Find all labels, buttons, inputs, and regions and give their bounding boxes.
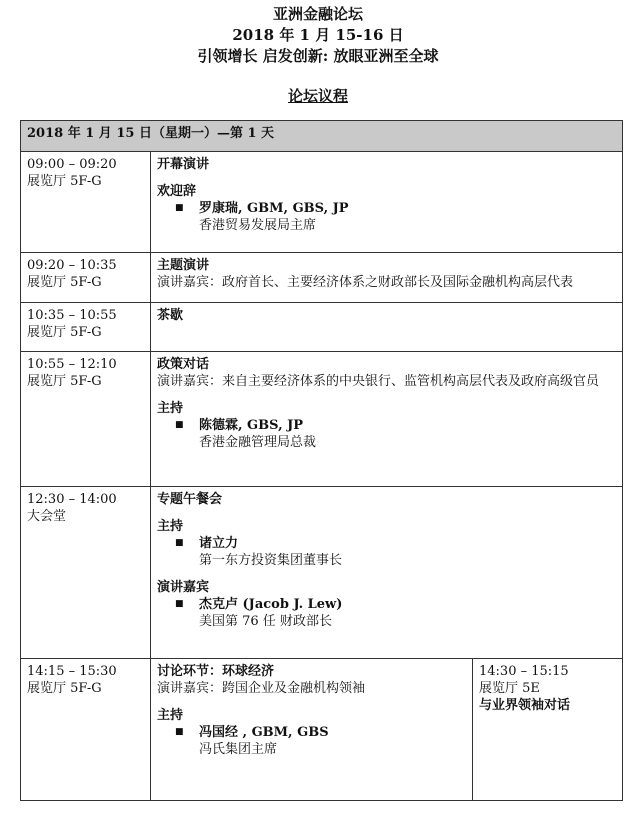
session-time-cell: [21, 303, 151, 352]
session-description: 演讲嘉宾：来自主要经济体系的中央银行、监管机构高层代表及政府高级官员: [157, 374, 600, 389]
session-time: 09:00 – 09:20: [27, 157, 117, 172]
document-header: [0, 4, 636, 106]
session-title: 茶歇: [157, 308, 184, 323]
bullet-icon: ■: [175, 727, 184, 737]
session-time: 12:30 – 14:00: [27, 492, 117, 507]
session-subtitle: 欢迎辞: [157, 184, 197, 199]
session-time-cell: [21, 659, 151, 801]
agenda-heading: 论坛议程: [287, 87, 348, 105]
speaker-name: 冯国经 , GBM, GBS: [199, 725, 329, 740]
session-row: [21, 487, 623, 659]
day-header-row: [21, 121, 623, 152]
session-row: [21, 352, 623, 487]
session-detail-cell: [151, 487, 623, 659]
session-subtitle: 演讲嘉宾: [157, 580, 210, 595]
session-venue: 大会堂: [27, 509, 67, 524]
session-subtitle: 主持: [157, 519, 184, 534]
session-venue: 展览厅 5F-G: [27, 325, 102, 340]
speaker-name: 诸立力: [199, 536, 239, 551]
session-title: 政策对话: [157, 357, 210, 372]
session-title: 开幕演讲: [157, 157, 210, 172]
session-time-cell: [21, 352, 151, 487]
session-title: 主题演讲: [157, 258, 210, 273]
speaker-role: 美国第 76 任 财政部长: [199, 614, 332, 629]
session-description: 演讲嘉宾：政府首长、主要经济体系之财政部长及国际金融机构高层代表: [157, 275, 574, 290]
bullet-icon: ■: [175, 599, 184, 609]
speaker-item: [175, 535, 616, 569]
session-venue: 展览厅 5F-G: [27, 681, 102, 696]
session-detail-cell: [151, 152, 623, 253]
speaker-item: [175, 596, 616, 630]
speaker-role: 香港金融管理局总裁: [199, 435, 317, 450]
speaker-role: 香港贸易发展局主席: [199, 218, 317, 233]
session-row: [21, 152, 623, 253]
bullet-icon: ■: [175, 538, 184, 548]
agenda-table: [20, 120, 623, 801]
session-time: 10:55 – 12:10: [27, 357, 117, 372]
speaker-name: 罗康瑞, GBM, GBS, JP: [199, 201, 349, 216]
session-detail-cell: [151, 253, 623, 303]
session-time: 10:35 – 10:55: [27, 308, 117, 323]
forum-date: 2018 年 1 月 15-16 日: [232, 26, 404, 44]
parallel-session-time: 14:30 – 15:15: [479, 664, 569, 679]
session-title: 讨论环节：环球经济: [157, 664, 275, 679]
session-row: [21, 659, 623, 801]
bullet-icon: ■: [175, 203, 184, 213]
speaker-name: 陈德霖, GBS, JP: [199, 418, 304, 433]
session-venue: 展览厅 5F-G: [27, 374, 102, 389]
session-detail-cell: [151, 352, 623, 487]
session-time: 09:20 – 10:35: [27, 258, 117, 273]
session-time-cell: [21, 152, 151, 253]
parallel-session-venue: 展览厅 5E: [479, 681, 540, 696]
session-time: 14:15 – 15:30: [27, 664, 117, 679]
session-venue: 展览厅 5F-G: [27, 174, 102, 189]
bullet-icon: ■: [175, 420, 184, 430]
session-venue: 展览厅 5F-G: [27, 275, 102, 290]
speaker-name: 杰克卢 (Jacob J. Lew): [199, 597, 343, 612]
session-time-cell: [21, 253, 151, 303]
parallel-session-cell: [473, 659, 623, 801]
session-subtitle: 主持: [157, 708, 184, 723]
forum-title: 亚洲金融论坛: [272, 5, 363, 23]
speaker-role: 冯氏集团主席: [199, 742, 278, 757]
session-row: [21, 253, 623, 303]
speaker-item: [175, 417, 616, 451]
forum-theme: 引领增长 启发创新: 放眼亚洲至全球: [197, 47, 439, 65]
session-title: 专题午餐会: [157, 492, 223, 507]
day-header: 2018 年 1 月 15 日（星期一）—第 1 天: [21, 121, 623, 152]
session-subtitle: 主持: [157, 401, 184, 416]
session-time-cell: [21, 487, 151, 659]
session-detail-cell: [151, 659, 473, 801]
speaker-item: [175, 724, 466, 758]
session-description: 演讲嘉宾：跨国企业及金融机构领袖: [157, 681, 366, 696]
speaker-item: [175, 200, 616, 234]
parallel-session-title: 与业界领袖对话: [479, 698, 571, 713]
session-row: [21, 303, 623, 352]
session-detail-cell: [151, 303, 623, 352]
speaker-role: 第一东方投资集团董事长: [199, 553, 343, 568]
